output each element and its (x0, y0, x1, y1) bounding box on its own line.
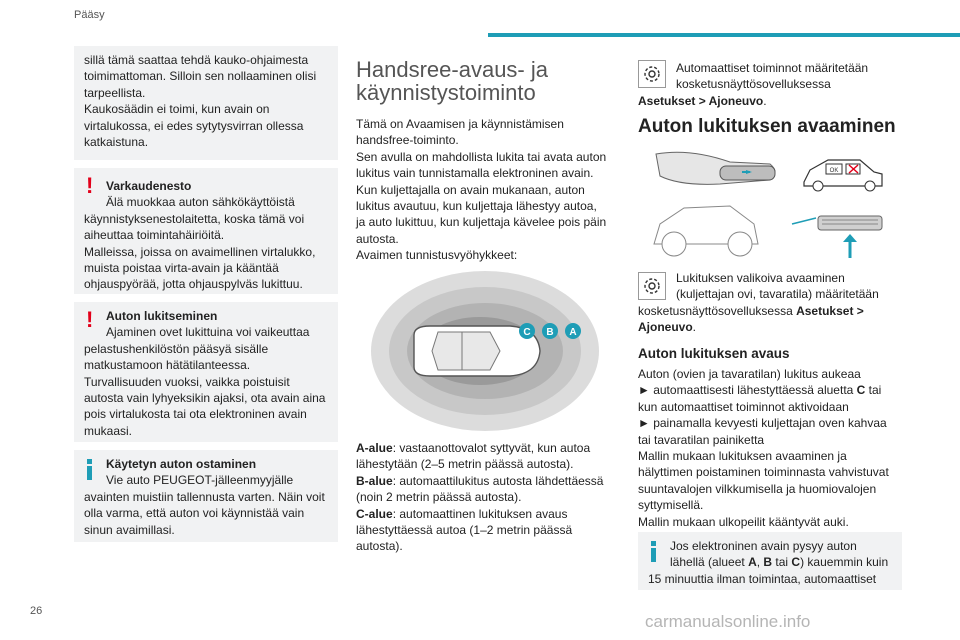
zone-labels (519, 323, 581, 339)
selective-unlock-note (638, 270, 904, 336)
warning-icon: ! (86, 173, 94, 198)
zone-ref: A (748, 555, 757, 570)
text-line: (noin 2 metrin päässä autosta). (356, 490, 522, 505)
text-line: Mallin mukaan lukituksen avaaminen ja (638, 449, 847, 464)
page-number: 26 (30, 605, 43, 617)
zone-b-text: : automaattilukitus autosta lähdettäessä (392, 473, 604, 488)
text-line: Kun kuljettajalla on avain mukanaan, auton (356, 182, 585, 197)
text-line: autosta). (356, 539, 403, 554)
text-line: autosta vain lyhyeksikin ajaksi, ota avain aina (84, 391, 326, 406)
text-line: avainten muistiin tallennusta varten. Näin voit (84, 489, 325, 504)
settings-path-2: Ajoneuvo (638, 320, 693, 335)
zone-label-c: C (523, 327, 531, 338)
box-title: Käytetyn auton ostaminen (106, 457, 257, 471)
text-line: käynnistyksenestolaitetta, koska tämä voi (84, 211, 305, 226)
text-line: syttymisellä. (638, 498, 704, 513)
text-line: toimimattoman. Silloin sen nollaaminen olisi (84, 69, 317, 84)
text-line: Sen avulla on mahdollista lukita tai avata auton (356, 149, 607, 164)
text-line: Tämä on Avaamisen ja käynnistämisen (356, 117, 564, 131)
text-line: katkaistuna. (84, 135, 149, 150)
info-box-auto-timeout (638, 532, 902, 590)
text-line: Lukituksen valikoiva avaaminen (676, 271, 845, 285)
intro-text (356, 116, 612, 264)
text-line: aiheuttaa toimintahäiriöitä. (84, 228, 225, 243)
text-line: autosta. (356, 231, 399, 246)
text-line: sinun avaimillasi. (84, 522, 175, 537)
box-title: Varkaudenesto (106, 179, 192, 193)
text-line: ) kauemmin kuin (800, 555, 889, 570)
text-line: Turvallisuuden vuoksi, vaikka poistuisit (84, 374, 290, 389)
warning-icon: ! (86, 307, 94, 332)
zone-ref: C (856, 383, 866, 398)
text-line: kun automaattiset toiminnot aktivoidaan (638, 399, 849, 414)
title-line: Handsree-avaus- ja (356, 57, 548, 82)
text-line: Automaattiset toiminnot määritetään (676, 61, 869, 75)
text-line: Avaimen tunnistusvyöhykkeet: (356, 248, 518, 263)
zone-b-label: B-alue (356, 473, 393, 488)
zone-a-label: A-alue (356, 441, 393, 455)
punct: . (763, 93, 767, 108)
text-line: Auton (ovien ja tavaratilan) lukitus aukeaa (638, 367, 861, 381)
info-icon (87, 459, 93, 480)
warning-box-locking (74, 302, 338, 442)
text-line: Ajaminen ovet lukittuina voi vaikeuttaa (106, 325, 310, 340)
bullet-text: ► automaattisesti lähestyttäessä aluetta (638, 383, 857, 398)
zone-label-a: A (569, 327, 577, 338)
bullet-text: tai (865, 383, 882, 398)
warning-box-theft (74, 168, 338, 294)
text-line: (kuljettajan ovi, tavaratila) määritetään (676, 287, 879, 302)
text-line: pois virtalukosta tai ota elektroninen avain (84, 407, 307, 422)
settings-path: Asetukset > (796, 303, 864, 318)
text-line: Vie auto PEUGEOT-jälleenmyyjälle (106, 473, 294, 488)
text-line: sillä tämä saattaa tehdä kauko-ohjaimesta (84, 53, 309, 67)
zone-c-label: C-alue (356, 506, 393, 521)
text-line: 15 minuuttia ilman toimintaa, automaattiset (648, 571, 877, 586)
bullet-text: ► painamalla kevyesti kuljettajan oven kahvaa (638, 416, 887, 431)
text-line: handsfree-toiminto. (356, 133, 459, 148)
text-line: suuntavalojen vilkkumisella ja huomiovalojen (638, 481, 877, 496)
text-line: lähellä (alueet (670, 555, 749, 570)
car-rear-view (654, 206, 758, 256)
punct: tai (772, 555, 792, 570)
unlock-heading: Auton lukituksen avaaminen (638, 116, 896, 137)
text-line: lähestytään (2–5 metrin päässä autosta). (356, 457, 574, 472)
text-line: olla varma, että auton voi käynnistää vain (84, 506, 305, 521)
door-handle-hand (656, 152, 775, 184)
unlock-subheading: Auton lukituksen avaus (638, 346, 790, 361)
text-line: matkustamoon hätätilanteessa. (84, 358, 251, 373)
header-accent-bar (488, 33, 960, 37)
zone-ref: B (763, 555, 773, 570)
auto-functions-note (638, 60, 904, 109)
tailgate-button (792, 216, 882, 258)
middle-column (356, 58, 612, 264)
unlock-illustration (650, 146, 890, 264)
text-line: kosketusnäyttösovelluksessa (676, 77, 831, 92)
punct: , (756, 555, 764, 570)
text-line: lukitus avautuu, kun kuljettaja lähestyy autoa, (356, 199, 597, 214)
text-line: lukitus vain tunnistamalla elektroninen avain. (356, 166, 594, 181)
text-line: Kaukosäädin ei toimi, kun avain on (84, 102, 270, 117)
text-line: muista poistaa virta-avain ja kääntää (84, 261, 279, 276)
text-line: hälyttimen poistaminen toiminnasta vahvistuvat (638, 465, 889, 480)
info-icon (651, 541, 657, 562)
text-line: ohjauspyörää, jotta ohjauspylväs lukittuu. (84, 277, 303, 292)
text-line: virtalukossa, ei edes sytytysvirran ollessa (84, 118, 304, 133)
zones-description (356, 440, 612, 555)
text-line: kosketusnäyttösovelluksessa (638, 303, 797, 318)
title-line: käynnistystoiminto (356, 80, 536, 105)
section-title (356, 58, 612, 104)
text-line: Jos elektroninen avain pysyy auton (670, 539, 857, 553)
zone-a-text: : vastaanottovalot syttyvät, kun autoa (392, 441, 591, 455)
text-line: lähestyttäessä autoa (1–2 metrin päässä (356, 523, 573, 538)
punct: . (692, 320, 697, 335)
note-box-continuation (74, 46, 338, 160)
text-line: Malleissa, joissa on avaimellinen virtalukko, (84, 244, 316, 259)
settings-path: Asetukset > Ajoneuvo (638, 93, 764, 108)
text-line: pelastushenkilöstön pääsyä sisälle (84, 341, 269, 356)
text-line: ja auto lukittuu, kun kuljettaja kävelee pois päin (356, 215, 607, 230)
info-box-used-car (74, 450, 338, 542)
zone-label-b: B (546, 327, 554, 338)
car-side-icon (804, 160, 882, 191)
detection-zones-illustration (370, 270, 600, 432)
text-line: mukaasi. (84, 423, 133, 438)
ok-label: OK (829, 168, 839, 174)
watermark: carmanualsonline.info (645, 612, 811, 631)
text-line: tai tavaratilan painiketta (638, 432, 765, 447)
zone-c-text: : automaattinen lukituksen avaus (392, 506, 568, 521)
text-line: tarpeellista. (84, 85, 146, 100)
text-line: Älä muokkaa auton sähkökäyttöistä (106, 195, 295, 210)
text-line: Mallin mukaan ulkopeilit kääntyvät auki. (638, 514, 849, 529)
unlock-body (638, 366, 904, 530)
zone-ref: C (791, 555, 801, 570)
section-header: Pääsy (74, 9, 105, 21)
box-title: Auton lukitseminen (106, 309, 218, 323)
